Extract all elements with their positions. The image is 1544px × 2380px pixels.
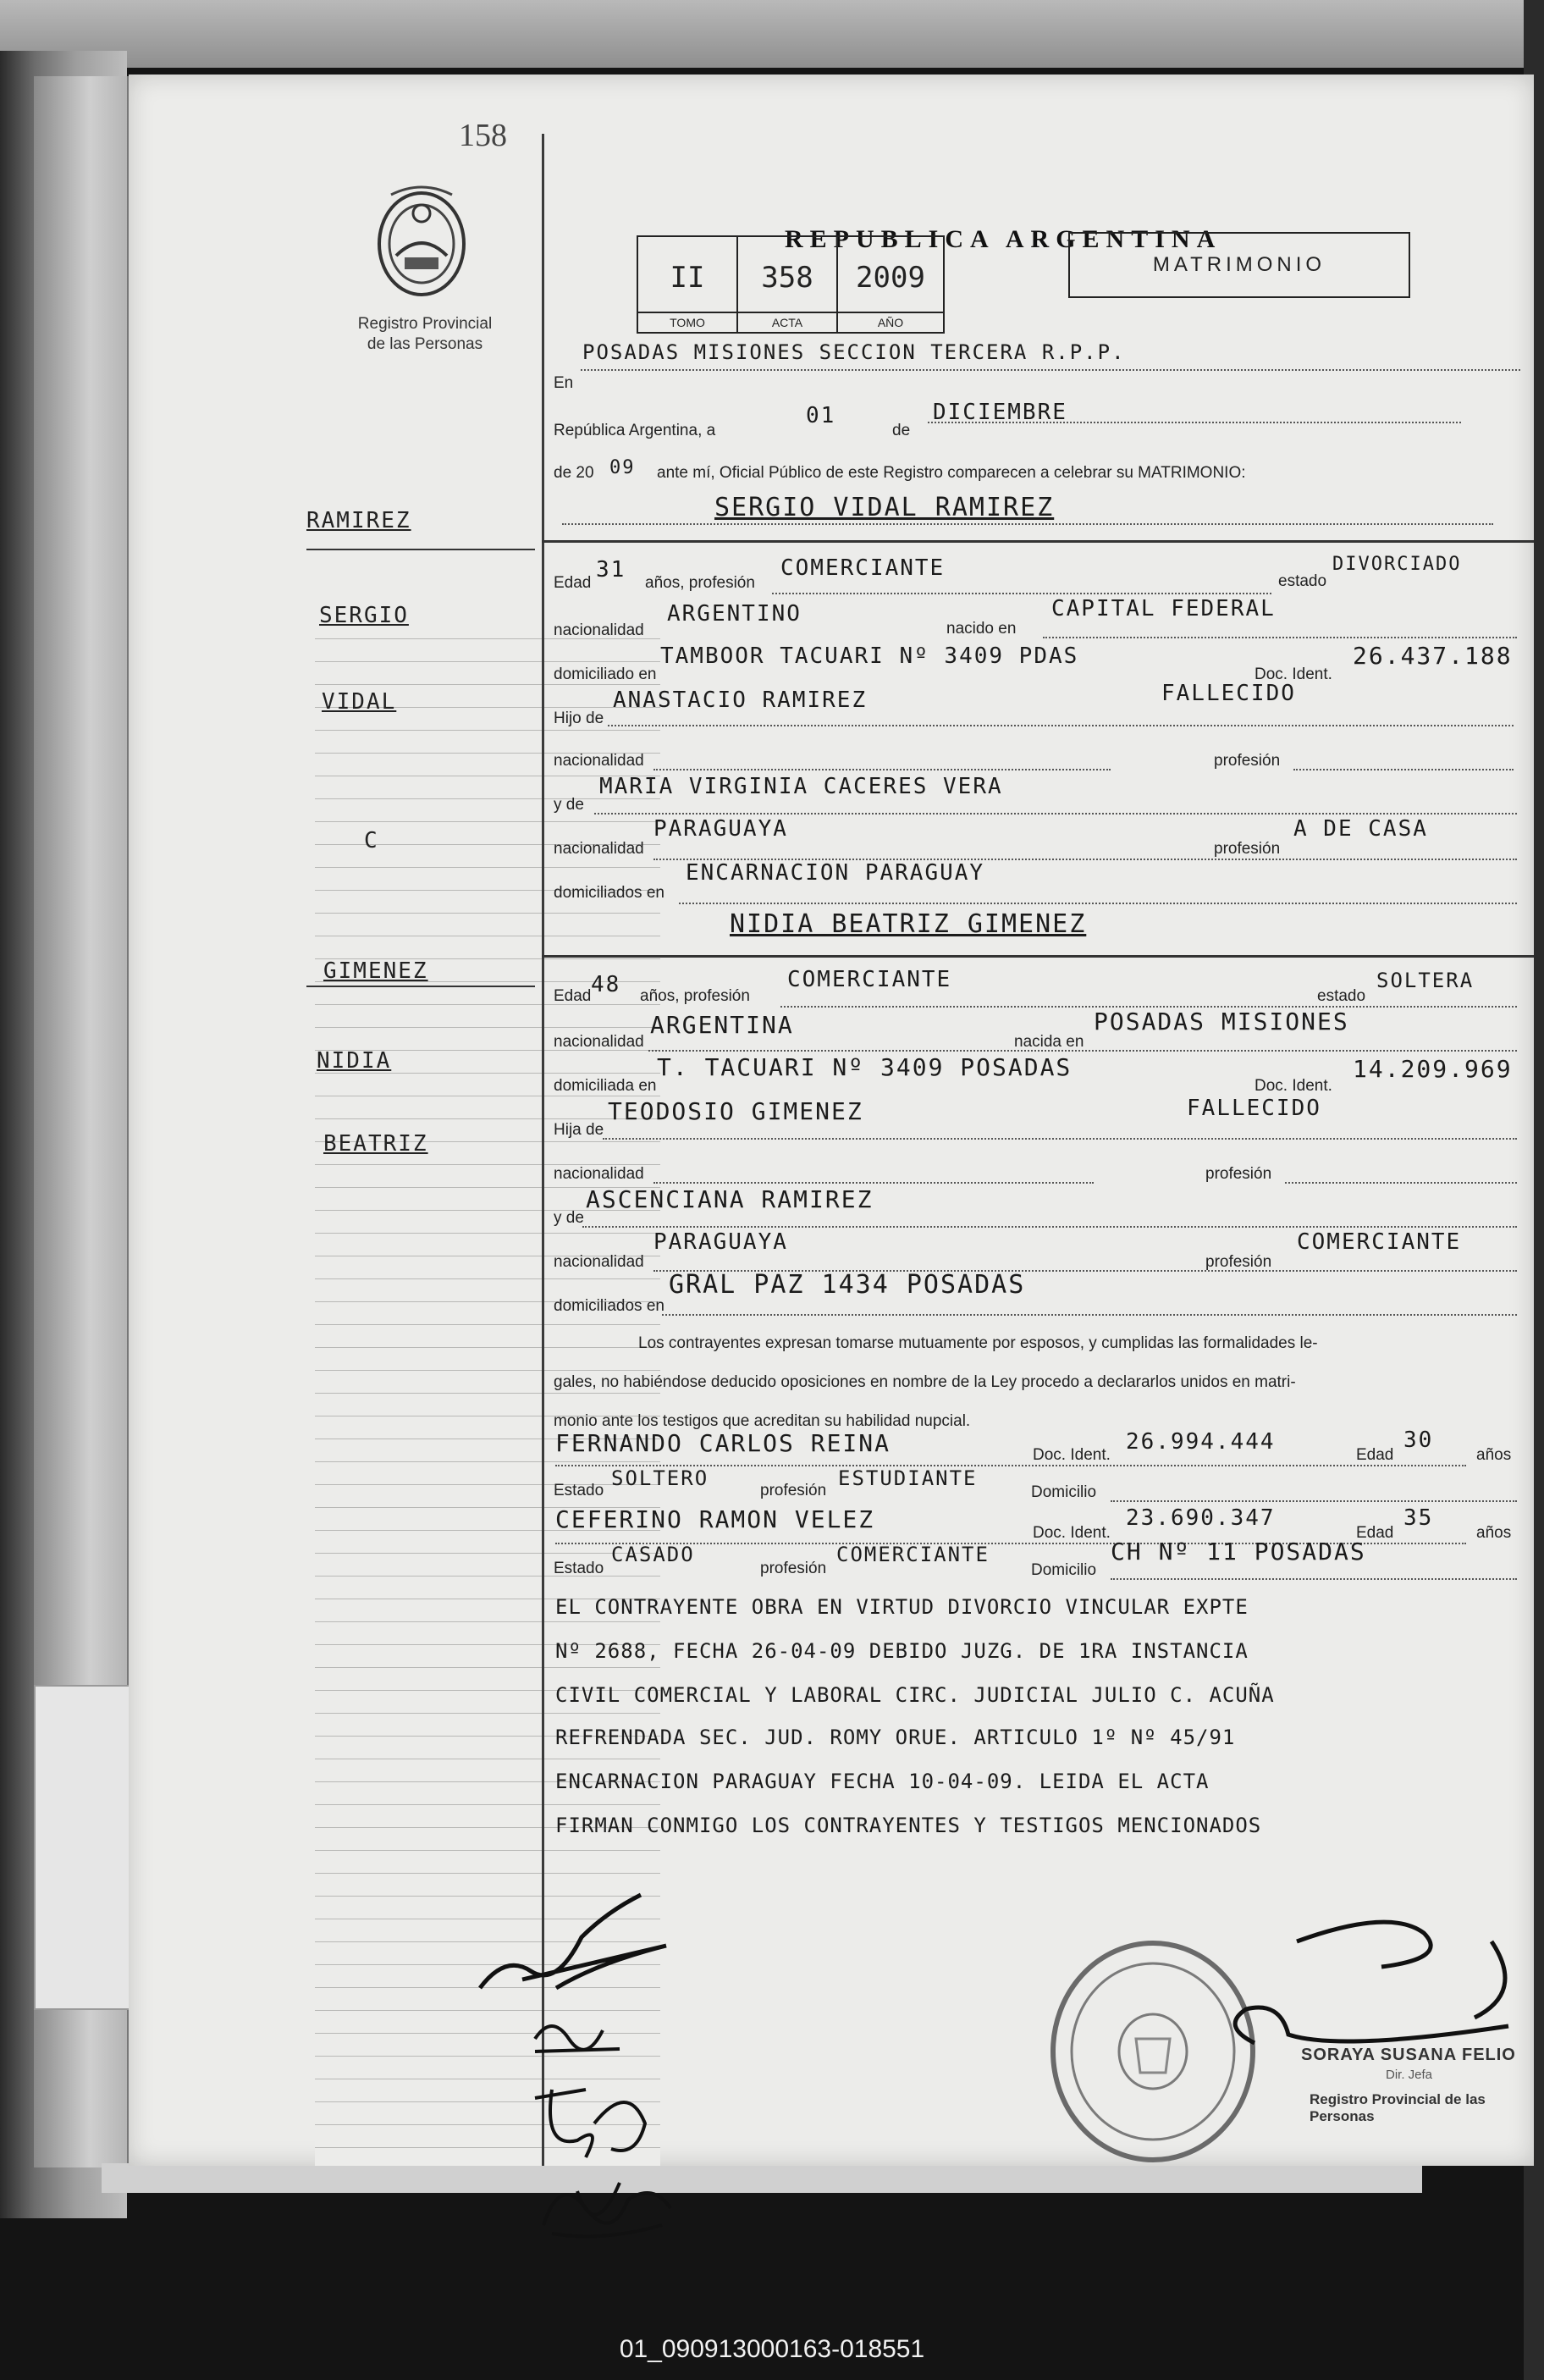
- bride-nacida-en: POSADAS MISIONES: [1094, 1008, 1349, 1035]
- bride-nac-padre-dotline: [653, 1182, 1094, 1184]
- registry-page: [129, 75, 1534, 2166]
- witness-2-doc-label: Doc. Ident.: [1033, 1524, 1111, 1542]
- groom-profesion-label: años, profesión: [645, 574, 755, 592]
- provincial-seal-icon: [374, 179, 469, 298]
- bride-domicilio-label: domiciliada en: [554, 1077, 657, 1095]
- bride-edad-label: Edad: [554, 987, 592, 1005]
- stamp-office: Registro Provincial de las Personas: [1310, 2091, 1486, 2124]
- month-value: DICIEMBRE: [933, 400, 1067, 425]
- witness-1-domicilio-dotline: [1111, 1500, 1517, 1502]
- witness-1-profesion: ESTUDIANTE: [838, 1466, 978, 1490]
- registry-line-1: Registro Provincial: [357, 315, 493, 333]
- bride-prof-madre-label: profesión: [1205, 1253, 1272, 1271]
- bride-edad: 48: [591, 972, 621, 997]
- witness-1-estado: SOLTERO: [611, 1466, 709, 1490]
- act-type-box: MATRIMONIO: [1068, 232, 1410, 298]
- groom-profesion-dotline: [772, 593, 1271, 594]
- groom-madre: MARIA VIRGINIA CACERES VERA: [599, 774, 1003, 799]
- bride-estado: SOLTERA: [1376, 969, 1475, 992]
- groom-nac-madre: PARAGUAYA: [653, 816, 788, 842]
- bride-domiciliados-label: domiciliados en: [554, 1297, 664, 1315]
- groom-prof-padre-label: profesión: [1214, 752, 1281, 770]
- bride-doc: 14.209.969: [1353, 1055, 1513, 1083]
- margin-index-name: GIMENEZ: [323, 958, 428, 984]
- stamp-officer-role: Dir. Jefa: [1386, 2068, 1433, 2082]
- ano-label: AÑO: [838, 312, 943, 332]
- margin-rule-bride: [306, 986, 535, 987]
- witness-1-edad-label: Edad: [1356, 1446, 1394, 1464]
- witness-2-name: CEFERINO RAMON VELEZ: [555, 1505, 875, 1533]
- stamp-officer-name: SORAYA SUSANA FELIO: [1301, 2046, 1516, 2064]
- witness-1-signature-icon: [527, 2073, 670, 2166]
- groom-signature-icon: [471, 1878, 692, 2005]
- acta-value: 358: [761, 261, 813, 295]
- ano-value: 2009: [856, 261, 925, 295]
- witness-2-domicilio-label: Domicilio: [1031, 1561, 1097, 1579]
- margin-index-name: VIDAL: [322, 689, 397, 715]
- groom-padre-dotline: [608, 725, 1514, 726]
- witness-2-estado-label: Estado: [554, 1560, 604, 1577]
- place-dotline: [581, 369, 1520, 371]
- witness-1-domicilio-label: Domicilio: [1031, 1483, 1097, 1501]
- groom-estado-label: estado: [1278, 572, 1327, 590]
- month-dotline: [928, 422, 1461, 423]
- bride-madre: ASCENCIANA RAMIREZ: [586, 1185, 874, 1213]
- bride-signature-icon: [527, 2005, 628, 2064]
- groom-estado: DIVORCIADO: [1332, 554, 1462, 575]
- declaration-line-2: gales, no habiéndose deducido oposiciones en nombre de la Ley procedo a declararlos unidos en matri-: [554, 1373, 1296, 1391]
- bride-profesion-label: años, profesión: [640, 987, 750, 1005]
- bride-yde-label: y de: [554, 1209, 584, 1227]
- bride-padre-dotline: [603, 1138, 1517, 1140]
- act-reference-box: [637, 235, 945, 334]
- groom-domicilio: TAMBOOR TACUARI Nº 3409 PDAS: [660, 643, 1079, 669]
- tomo-label: TOMO: [638, 312, 736, 332]
- registry-name: [340, 314, 510, 355]
- en-label: En: [554, 374, 574, 392]
- groom-nacido-dotline: [1043, 637, 1517, 638]
- bride-nacionalidad: ARGENTINA: [650, 1011, 794, 1039]
- witness-1-name: FERNANDO CARLOS REINA: [555, 1429, 891, 1457]
- groom-domiciliados-label: domiciliados en: [554, 884, 664, 902]
- groom-nacido-en: CAPITAL FEDERAL: [1051, 596, 1276, 621]
- declaration-line-1: Los contrayentes expresan tomarse mutuamente por esposos, y cumplidas las formalidades le-: [638, 1334, 1318, 1352]
- note-line: Nº 2688, FECHA 26-04-09 DEBIDO JUZG. DE 1RA INSTANCIA: [555, 1639, 1249, 1663]
- witness-2-profesion-label: profesión: [760, 1560, 827, 1577]
- groom-doc-label: Doc. Ident.: [1254, 665, 1332, 683]
- groom-yde-label: y de: [554, 796, 584, 814]
- groom-madre-dotline: [594, 813, 1517, 815]
- appear-text: ante mí, Oficial Público de este Registro comparecen a celebrar su MATRIMONIO:: [657, 464, 1246, 482]
- binder-paper-tab: [34, 1685, 139, 2010]
- witness-1-profesion-label: profesión: [760, 1482, 827, 1499]
- witness-1-edad: 30: [1403, 1427, 1434, 1453]
- groom-nac-padre-label: nacionalidad: [554, 752, 644, 770]
- bride-domiciliados: GRAL PAZ 1434 POSADAS: [669, 1270, 1026, 1300]
- bride-hija-label: Hija de: [554, 1121, 604, 1139]
- acta-cell: [738, 237, 838, 332]
- note-line: EL CONTRAYENTE OBRA EN VIRTUD DIVORCIO VINCULAR EXPTE: [555, 1595, 1249, 1619]
- tomo-value: II: [670, 261, 705, 295]
- groom-edad: 31: [596, 557, 626, 583]
- groom-nacionalidad-label: nacionalidad: [554, 621, 644, 639]
- witness-2-estado: CASADO: [611, 1543, 695, 1566]
- declaration-paragraph: [554, 1324, 1519, 1441]
- groom-prof-madre: A DE CASA: [1293, 816, 1428, 842]
- bride-separator: [542, 955, 1534, 958]
- witness-2-domicilio: CH Nº 11 POSADAS: [1111, 1538, 1366, 1565]
- groom-name-dotline: [562, 523, 1493, 525]
- witness-1-doc-label: Doc. Ident.: [1033, 1446, 1111, 1464]
- groom-edad-label: Edad: [554, 574, 592, 592]
- groom-domiciliados: ENCARNACION PARAGUAY: [686, 860, 985, 886]
- book-bottom-edge: [102, 2163, 1422, 2193]
- margin-index-name: NIDIA: [317, 1048, 392, 1074]
- witness-2-anos-label: años: [1476, 1524, 1512, 1542]
- groom-nac-padre-dotline: [653, 769, 1111, 770]
- bride-nac-padre-label: nacionalidad: [554, 1165, 644, 1183]
- tomo-cell: [638, 237, 738, 332]
- bride-nacionalidad-dotline: [648, 1050, 1517, 1052]
- witness-1-anos-label: años: [1476, 1446, 1512, 1464]
- note-line: ENCARNACION PARAGUAY FECHA 10-04-09. LEIDA EL ACTA: [555, 1770, 1210, 1793]
- bride-name: NIDIA BEATRIZ GIMENEZ: [730, 909, 1087, 939]
- margin-vertical-rule: [542, 134, 544, 2166]
- year-prefix: de 20: [554, 464, 594, 482]
- page-number: 158: [459, 118, 507, 153]
- groom-padre-estado: FALLECIDO: [1161, 681, 1296, 706]
- place-value: POSADAS MISIONES SECCION TERCERA R.P.P.: [582, 340, 1126, 364]
- bride-padre: TEODOSIO GIMENEZ: [608, 1097, 863, 1125]
- bride-nac-madre-label: nacionalidad: [554, 1253, 644, 1271]
- groom-domicilio-label: domiciliado en: [554, 665, 657, 683]
- groom-doc: 26.437.188: [1353, 642, 1513, 670]
- bride-domiciliados-dotline: [662, 1314, 1517, 1316]
- scan-id-footer: 01_090913000163-018551: [619, 2335, 925, 2363]
- bride-estado-label: estado: [1317, 987, 1366, 1005]
- bride-profesion: COMERCIANTE: [787, 967, 952, 992]
- witness-1-doc: 26.994.444: [1126, 1429, 1276, 1455]
- groom-domiciliados-dotline: [679, 903, 1517, 904]
- note-line: REFRENDADA SEC. JUD. ROMY ORUE. ARTICULO 1º Nº 45/91: [555, 1726, 1236, 1749]
- groom-nac-madre-label: nacionalidad: [554, 840, 644, 858]
- country-title: REPUBLICA ARGENTINA: [785, 225, 1222, 253]
- groom-profesion: COMERCIANTE: [780, 555, 946, 581]
- groom-separator: [542, 540, 1534, 543]
- witness-2-domicilio-dotline: [1111, 1578, 1517, 1580]
- registry-line-2: de las Personas: [367, 335, 483, 353]
- bride-nacida-label: nacida en: [1014, 1033, 1084, 1051]
- bride-madre-dotline: [582, 1226, 1517, 1228]
- witness-2-signature-icon: [527, 2157, 687, 2250]
- officer-signature-icon: [1170, 1908, 1525, 2068]
- bride-prof-padre-label: profesión: [1205, 1165, 1272, 1183]
- groom-prof-padre-dotline: [1293, 769, 1514, 770]
- witness-2-doc: 23.690.347: [1126, 1505, 1276, 1531]
- note-line: FIRMAN CONMIGO LOS CONTRAYENTES Y TESTIGOS MENCIONADOS: [555, 1814, 1262, 1837]
- groom-prof-madre-label: profesión: [1214, 840, 1281, 858]
- note-line: CIVIL COMERCIAL Y LABORAL CIRC. JUDICIAL JULIO C. ACUÑA: [555, 1683, 1275, 1707]
- bride-domicilio: T. TACUARI Nº 3409 POSADAS: [657, 1053, 1073, 1081]
- bride-nac-madre: PARAGUAYA: [653, 1229, 788, 1255]
- witness-2-edad-label: Edad: [1356, 1524, 1394, 1542]
- year-suffix: 09: [609, 457, 636, 478]
- witness-1-estado-label: Estado: [554, 1482, 604, 1499]
- witness-2-profesion: COMERCIANTE: [836, 1543, 990, 1566]
- groom-hijo-label: Hijo de: [554, 710, 604, 727]
- republic-label: República Argentina, a: [554, 422, 716, 439]
- bride-prof-madre: COMERCIANTE: [1297, 1229, 1462, 1255]
- margin-index-name: RAMIREZ: [306, 508, 411, 533]
- bride-prof-padre-dotline: [1285, 1182, 1517, 1184]
- margin-rule-top: [306, 549, 535, 550]
- de-label: de: [892, 422, 911, 439]
- bride-padre-estado: FALLECIDO: [1187, 1096, 1321, 1121]
- margin-index-name: SERGIO: [319, 603, 409, 628]
- margin-index-name: BEATRIZ: [323, 1131, 428, 1157]
- groom-name: SERGIO VIDAL RAMIREZ: [714, 493, 1055, 522]
- declaration-line-3: monio ante los testigos que acreditan su habilidad nupcial.: [554, 1412, 971, 1430]
- bride-nacionalidad-label: nacionalidad: [554, 1033, 644, 1051]
- groom-nacionalidad: ARGENTINO: [667, 601, 802, 627]
- margin-index-name: C: [364, 828, 379, 853]
- acta-label: ACTA: [738, 312, 836, 332]
- ano-cell: [838, 237, 943, 332]
- groom-padre: ANASTACIO RAMIREZ: [613, 687, 868, 713]
- day-value: 01: [806, 403, 836, 428]
- scanner-backdrop-top: [0, 0, 1544, 68]
- witness-2-edad: 35: [1403, 1505, 1434, 1531]
- bride-doc-label: Doc. Ident.: [1254, 1077, 1332, 1095]
- groom-nacido-label: nacido en: [946, 620, 1017, 638]
